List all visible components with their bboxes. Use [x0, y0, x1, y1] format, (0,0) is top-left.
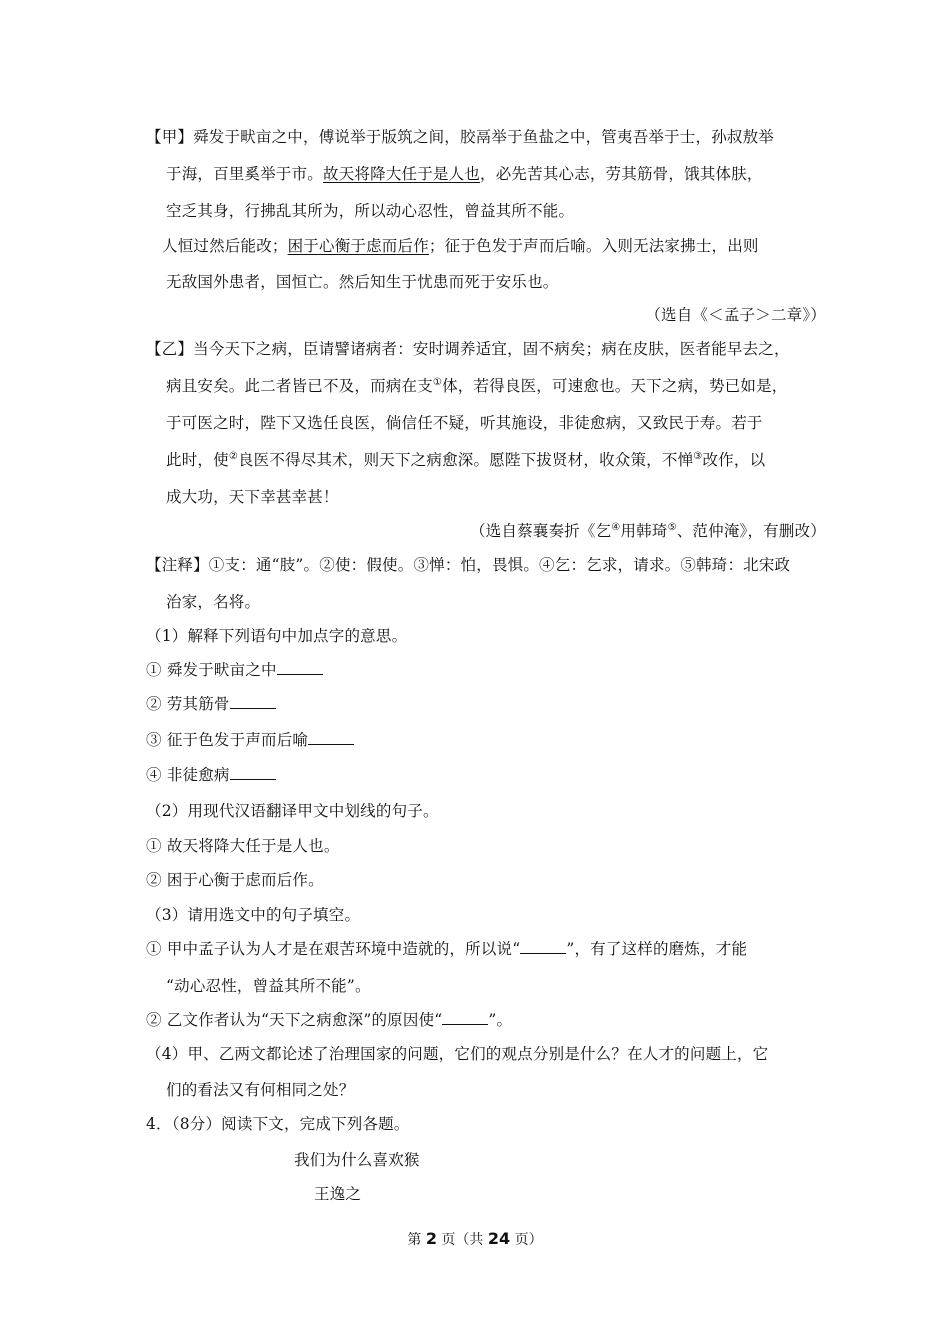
yi-line-1: 【乙】当今天下之病，臣请譬诸病者：安时调养适宜，固不病矣；病在皮肤，医者能早去之，: [146, 340, 790, 358]
notes-line-1: 【注释】①支：通“肢”。②使：假使。③惮：怕，畏惧。④乞：乞求，请求。⑤韩琦：北宋政: [146, 556, 791, 574]
answer-blank[interactable]: [520, 939, 566, 954]
question-1-item: ② 劳其筋骨: [146, 694, 276, 714]
answer-blank[interactable]: [442, 1010, 488, 1025]
jia-line-3: 空乏其身，行拂乱其所为，所以动心忍性，曾益其所不能。: [166, 202, 575, 220]
note-mark: ②: [228, 450, 238, 462]
question-3-item-1-cont: “动心忍性，曾益其所不能”。: [166, 977, 371, 995]
section-4-heading: 4．（8分）阅读下文，完成下列各题。: [146, 1115, 410, 1133]
question-4-line-2: 们的看法又有何相同之处？: [166, 1081, 355, 1099]
page-total: 24: [487, 1229, 511, 1248]
jia-line-4: 人恒过然后能改；困于心衡于虑而后作；征于色发于声而后喻。入则无法家拂士，出则: [162, 237, 759, 255]
yi-line-4: 此时，使②良医不得尽其术，则天下之病愈深。愿陛下拔贤材，收众策，不惮③改作，以: [166, 450, 766, 469]
note-mark: ①: [432, 376, 443, 388]
question-2-title: （2）用现代汉语翻译甲文中划线的句子。: [146, 802, 439, 820]
question-2-item: ① 故天将降大任于是人也。: [146, 837, 340, 855]
question-3-title: （3）请用选文中的句子填空。: [146, 906, 361, 924]
underlined-sentence-2: 困于心衡于虑而后作: [287, 237, 429, 255]
page-footer: 第 2 页（共 24 页）: [407, 1229, 543, 1248]
jia-line-1: 【甲】舜发于畎亩之中，傅说举于版筑之间，胶鬲举于鱼盐之中，管夷吾举于士，孙叔敖举: [146, 128, 775, 146]
jia-line-2: 于海，百里奚举于市。故天将降大任于是人也，必先苦其心志，劳其筋骨，饿其体肤，: [166, 165, 763, 183]
answer-blank[interactable]: [277, 660, 323, 675]
question-3-item-1: ① 甲中孟子认为人才是在艰苦环境中造就的，所以说“ ”，有了这样的磨炼，才能: [146, 940, 748, 958]
article-title: 我们为什么喜欢猴: [294, 1151, 420, 1169]
question-4-line-1: （4）甲、乙两文都论述了治理国家的问题，它们的观点分别是什么？在人才的问题上，它: [146, 1045, 769, 1063]
jia-bracket: 【甲】: [146, 128, 194, 146]
question-1-item: ① 舜发于畎亩之中: [146, 660, 323, 680]
answer-blank[interactable]: [230, 765, 276, 780]
question-1-title: （1）解释下列语句中加点字的意思。: [146, 627, 408, 645]
jia-line-5: 无敌国外患者，国恒亡。然后知生于忧患而死于安乐也。: [166, 273, 559, 291]
note-mark: ④: [611, 521, 621, 533]
yi-line-2: 病且安矣。此二者皆已不及，而病在支①体，若得良医，可速愈也。天下之病，势已如是，: [166, 376, 788, 395]
answer-blank[interactable]: [308, 730, 354, 745]
yi-bracket: 【乙】: [146, 340, 194, 358]
question-1-item: ③ 征于色发于声而后喻: [146, 730, 354, 750]
note-mark: ⑤: [667, 521, 677, 533]
question-3-item-2: ② 乙文作者认为“天下之病愈深”的原因使“ ”。: [146, 1011, 513, 1029]
question-1-item: ④ 非徒愈病: [146, 765, 276, 785]
answer-blank[interactable]: [230, 694, 276, 709]
yi-line-3: 于可医之时，陛下又选任良医，倘信任不疑，听其施设，非徒愈病，又致民于寿。若于: [166, 414, 763, 432]
page-number: 2: [425, 1229, 437, 1248]
yi-line-5: 成大功，天下幸甚幸甚！: [166, 488, 339, 506]
question-2-item: ② 困于心衡于虑而后作。: [146, 871, 324, 889]
underlined-sentence-1: 故天将降大任于是人也: [323, 165, 481, 183]
note-mark: ③: [693, 450, 703, 462]
notes-line-2: 治家，名将。: [166, 593, 261, 611]
yi-source: （选自蔡襄奏折《乞④用韩琦⑤、范仲淹》，有删改）: [469, 521, 826, 540]
article-author: 王逸之: [314, 1185, 362, 1203]
jia-source: （选自《＜孟子＞二章》）: [645, 306, 826, 324]
